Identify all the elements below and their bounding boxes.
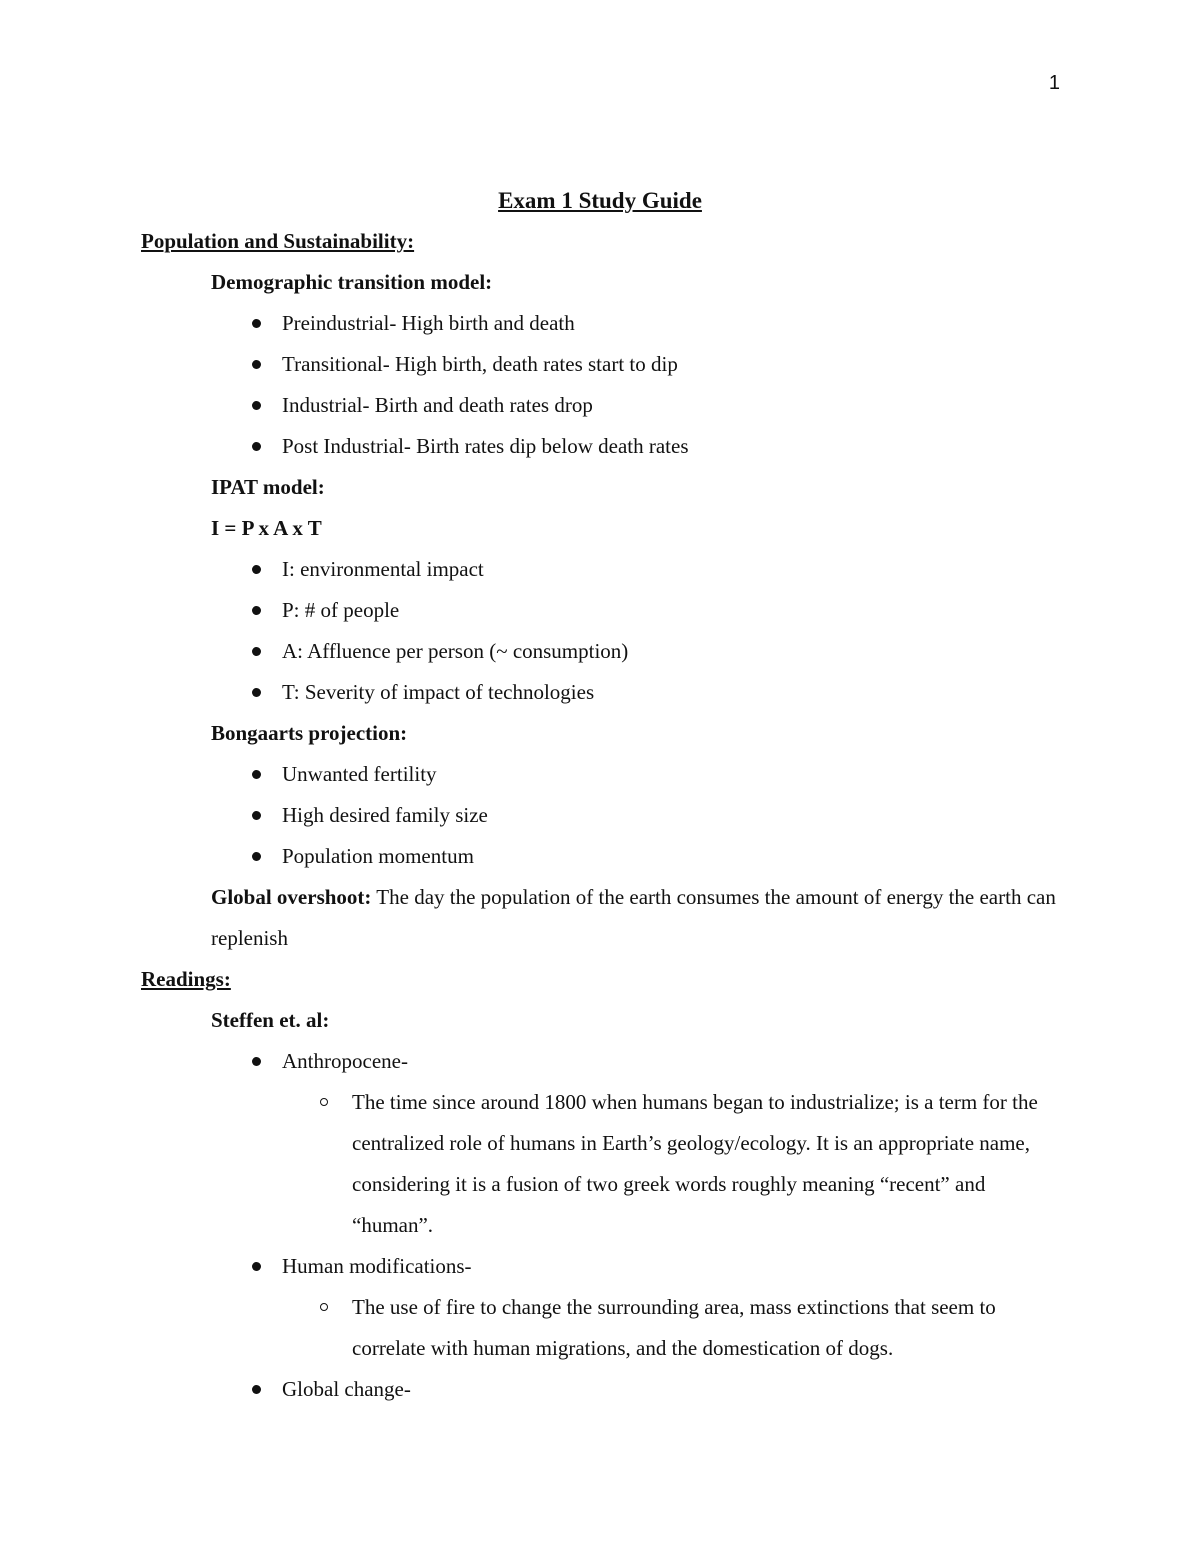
list-item: Global change- <box>141 1369 1061 1410</box>
global-overshoot-definition: The day the population of the earth consumes the amount of energy the earth can replenish <box>211 885 1056 950</box>
list-item: P: # of people <box>141 590 1061 631</box>
list-item: Human modifications- <box>141 1246 1061 1287</box>
list-item: T: Severity of impact of technologies <box>141 672 1061 713</box>
document-title: Exam 1 Study Guide <box>498 188 702 213</box>
subheading-steffen: Steffen et. al: <box>211 1008 330 1032</box>
document-body <box>141 221 1061 1410</box>
section-heading-readings: Readings: <box>141 967 231 991</box>
subheading-demographic: Demographic transition model: <box>211 270 493 294</box>
sub-list-item: The use of fire to change the surrounding area, mass extinctions that seem to correlate with human migrations, and the domestication of dogs. <box>141 1287 1061 1369</box>
subheading-ipat: IPAT model: <box>211 475 325 499</box>
section-heading-population: Population and Sustainability: <box>141 229 415 253</box>
global-overshoot-term: Global overshoot: <box>211 885 372 909</box>
ipat-formula: I = P x A x T <box>211 516 322 540</box>
list-item: Industrial- Birth and death rates drop <box>141 385 1061 426</box>
list-item: Population momentum <box>141 836 1061 877</box>
list-item: Unwanted fertility <box>141 754 1061 795</box>
list-item: Transitional- High birth, death rates start to dip <box>141 344 1061 385</box>
subheading-bongaarts: Bongaarts projection: <box>211 721 408 745</box>
list-item: Preindustrial- High birth and death <box>141 303 1061 344</box>
list-item: High desired family size <box>141 795 1061 836</box>
list-item: A: Affluence per person (~ consumption) <box>141 631 1061 672</box>
page-number: 1 <box>1048 72 1060 94</box>
list-item: Anthropocene- <box>141 1041 1061 1082</box>
list-item: Post Industrial- Birth rates dip below death rates <box>141 426 1061 467</box>
list-item: I: environmental impact <box>141 549 1061 590</box>
sub-list-item: The time since around 1800 when humans began to industrialize; is a term for the centralized role of humans in Earth’s geology/ecology. It is an appropriate name, considering it is a fusion of two greek words roughly meaning “recent” and “human”. <box>141 1082 1061 1246</box>
global-overshoot-paragraph <box>141 877 1061 959</box>
